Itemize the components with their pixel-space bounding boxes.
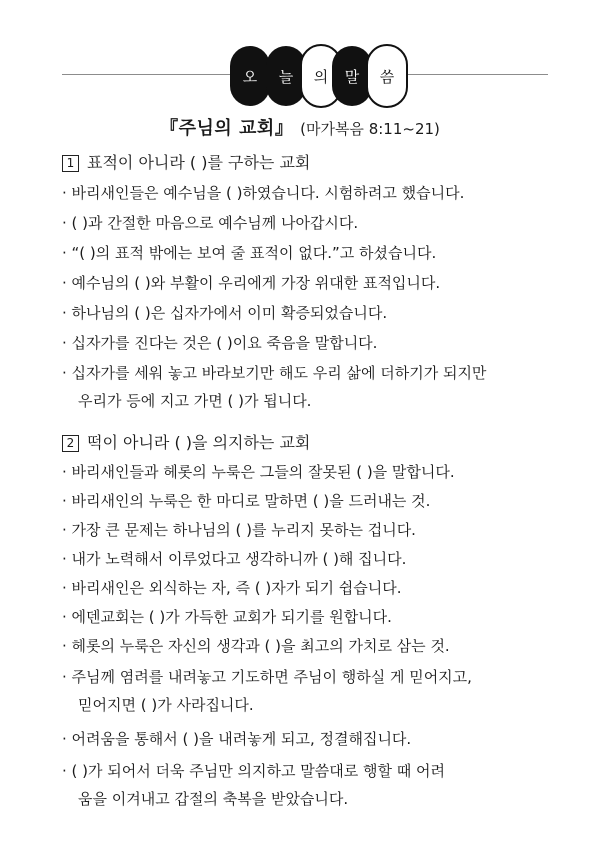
sermon-title-main: 『주님의 교회』 [160,118,294,139]
section-1-line: · 십자가를 세워 놓고 바라보기만 해도 우리 삶에 더하기가 되지만 [62,364,487,382]
section-2-number: 2 [62,435,79,452]
banner-char-1: 오 [230,46,270,106]
section-2-line: · 내가 노력해서 이루었다고 생각하니까 ( )해 집니다. [62,550,407,568]
section-2-line: · ( )가 되어서 더욱 주님만 의지하고 말씀대로 행할 때 어려 [62,762,445,780]
section-1-line-continued: 우리가 등에 지고 가면 ( )가 됩니다. [78,392,312,410]
section-2-line-continued: 움을 이겨내고 갑절의 축복을 받았습니다. [78,790,349,808]
section-1-number: 1 [62,155,79,172]
section-2-line: · 어려움을 통해서 ( )을 내려놓게 되고, 정결해집니다. [62,730,412,748]
section-2-heading-text: 떡이 아니라 ( )을 의지하는 교회 [87,433,311,452]
scripture-reference: (마가복음 8:11~21) [300,120,440,138]
section-1-heading [62,150,310,173]
section-1-line: · 하나님의 ( )은 십자가에서 이미 확증되었습니다. [62,304,388,322]
section-2-line: · 바리새인들과 헤롯의 누룩은 그들의 잘못된 ( )을 말합니다. [62,463,455,481]
section-2-line: · 바리새인은 외식하는 자, 즉 ( )자가 되기 쉽습니다. [62,579,402,597]
section-2-line: · 가장 큰 문제는 하나님의 ( )를 누리지 못하는 겁니다. [62,521,416,539]
banner-rule-left [62,74,230,75]
section-2-line: · 헤롯의 누룩은 자신의 생각과 ( )을 최고의 가치로 삼는 것. [62,637,450,655]
section-1-line: · “( )의 표적 밖에는 보여 줄 표적이 없다.”고 하셨습니다. [62,244,437,262]
section-2-line: · 주님께 염려를 내려놓고 기도하면 주님이 행하실 게 믿어지고, [62,668,472,686]
section-1-line: · 바리새인들은 예수님을 ( )하였습니다. 시험하려고 했습니다. [62,184,465,202]
section-2-line: · 에덴교회는 ( )가 가득한 교회가 되기를 원합니다. [62,608,392,626]
section-2-line-continued: 믿어지면 ( )가 사라집니다. [78,696,254,714]
section-1-line: · 십자가를 진다는 것은 ( )이요 죽음을 말합니다. [62,334,378,352]
banner-char-4: 말 [332,46,372,106]
sermon-title [0,114,600,140]
section-2-heading [62,430,310,453]
section-2-line: · 바리새인의 누룩은 한 마디로 말하면 ( )을 드러내는 것. [62,492,431,510]
today-word-banner [0,40,600,112]
section-1-heading-text: 표적이 아니라 ( )를 구하는 교회 [87,153,311,172]
section-1-line: · 예수님의 ( )와 부활이 우리에게 가장 위대한 표적입니다. [62,274,441,292]
banner-rule-right [388,74,548,75]
banner-char-5: 씀 [366,44,408,108]
section-1-line: · ( )과 간절한 마음으로 예수님께 나아갑시다. [62,214,359,232]
banner-char-3: 의 [300,44,342,108]
banner-char-2: 늘 [266,46,306,106]
